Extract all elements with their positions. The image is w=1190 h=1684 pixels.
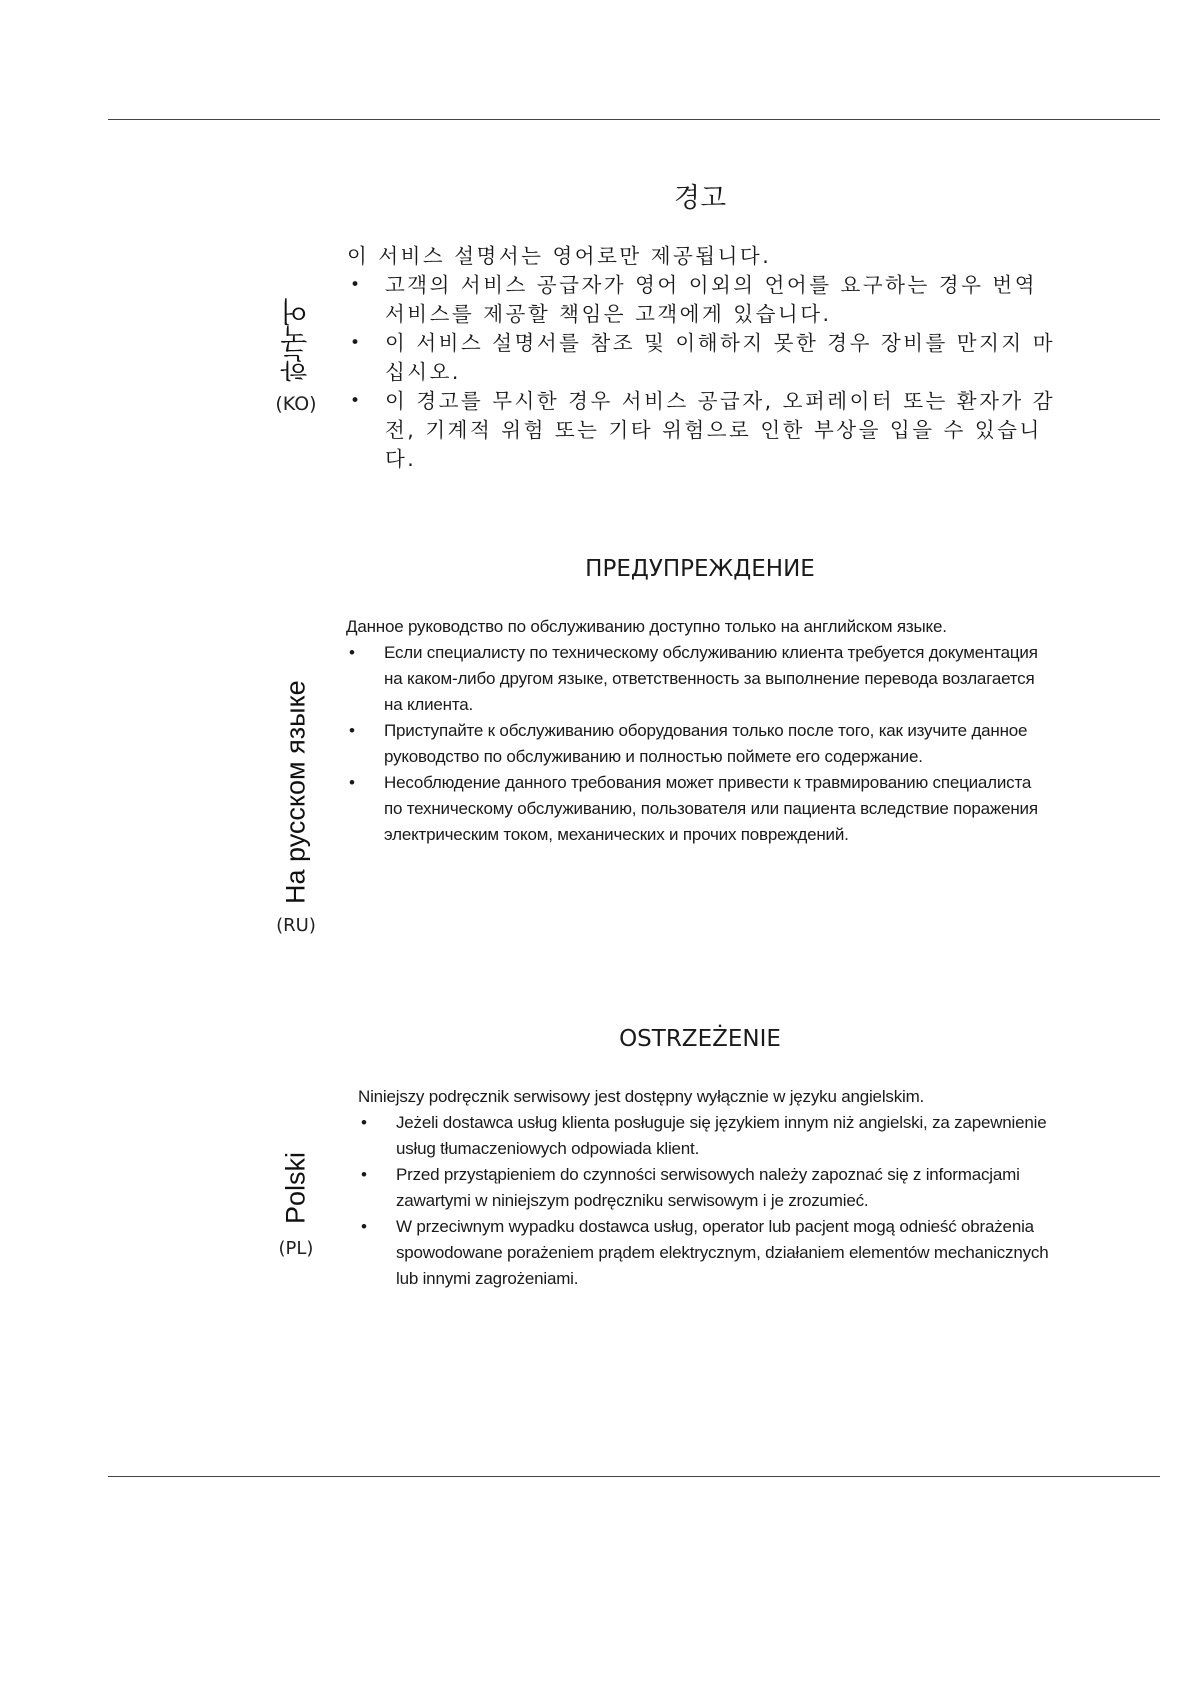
intro-text: Niniejszy podręcznik serwisowy jest dostępny wyłącznie w języku angielskim. [358, 1087, 925, 1106]
list-item [358, 1214, 1058, 1292]
bullet-icon: • [350, 275, 363, 295]
intro-text: 이 서비스 설명서는 영어로만 제공됩니다. [347, 244, 772, 268]
section-body [347, 242, 1067, 474]
bullet-icon: • [349, 643, 355, 662]
list-item-text: Если специалисту по техническому обслуживанию клиента требуется документация на каком-либо другом языке, ответственность за выполнение перевода возлагается на клиента. [384, 643, 1038, 714]
top-rule [108, 119, 1160, 120]
list-item-text: Несоблюдение данного требования может привести к травмированию специалиста по техническому обслуживанию, пользователя или пациента вследствие поражения электрическим током, механических и прочих повреждений. [384, 773, 1038, 844]
intro-text: Данное руководство по обслуживанию доступно только на английском языке. [346, 617, 947, 636]
list-item-text: 이 경고를 무시한 경우 서비스 공급자, 오퍼레이터 또는 환자가 감전, 기계적 위험 또는 기타 위험으로 인한 부상을 입을 수 있습니다. [385, 389, 1056, 471]
list-item [346, 640, 1046, 718]
list-item-text: Jeżeli dostawca usług klienta posługuje się językiem innym niż angielski, za zapewnienie usług tłumaczeniowych odpowiada klient. [396, 1113, 1047, 1158]
bullet-icon: • [349, 773, 355, 792]
bottom-rule [108, 1476, 1160, 1477]
bullet-list [346, 640, 1046, 848]
list-item-text: Przed przystąpieniem do czynności serwisowych należy zapoznać się z informacjami zawartymi w niniejszym podręczniku serwisowym i je zrozumieć. [396, 1165, 1020, 1210]
language-name: Polski [280, 1151, 311, 1225]
list-item [358, 1162, 1058, 1214]
bullet-icon: • [350, 391, 363, 411]
section-korean [0, 170, 1190, 480]
bullet-icon: • [361, 1113, 367, 1132]
list-item-text: 고객의 서비스 공급자가 영어 이외의 언어를 요구하는 경우 번역 서비스를 제공할 책임은 고객에게 있습니다. [385, 273, 1038, 326]
language-label [268, 1142, 324, 1332]
bullet-list [347, 271, 1067, 474]
section-polish [0, 1022, 1190, 1342]
bullet-icon: • [361, 1217, 367, 1236]
language-label [268, 672, 324, 1002]
section-heading: ПРЕДУПРЕЖДЕНИЕ [585, 556, 815, 582]
language-code: (RU) [276, 915, 316, 936]
bullet-list [358, 1110, 1058, 1292]
list-item-text: 이 서비스 설명서를 참조 및 이해하지 못한 경우 장비를 만지지 마십시오. [385, 331, 1056, 384]
list-item [347, 329, 1067, 387]
language-name: 한국어 [280, 298, 311, 382]
list-item [347, 387, 1067, 474]
language-code: (PL) [278, 1238, 314, 1259]
list-item [346, 718, 1046, 770]
section-russian [0, 552, 1190, 952]
section-body [346, 614, 1046, 848]
list-item [358, 1110, 1058, 1162]
language-code: (KO) [275, 393, 317, 415]
bullet-icon: • [361, 1165, 367, 1184]
list-item-text: Приступайте к обслуживанию оборудования только после того, как изучите данное руководство по обслуживанию и полностью поймете его содержание. [384, 721, 1028, 766]
language-label [268, 290, 324, 540]
section-body [358, 1084, 1058, 1292]
section-heading: OSTRZEŻENIE [619, 1026, 781, 1052]
language-name: На русском языке [280, 680, 311, 904]
list-item-text: W przeciwnym wypadku dostawca usług, operator lub pacjent mogą odnieść obrażenia spowodowane porażeniem prądem elektrycznym, działaniem elementów mechanicznych lub innymi zagrożeniami. [396, 1217, 1049, 1288]
list-item [346, 770, 1046, 848]
bullet-icon: • [349, 721, 355, 740]
bullet-icon: • [350, 333, 363, 353]
list-item [347, 271, 1067, 329]
section-heading: 경고 [673, 183, 727, 214]
